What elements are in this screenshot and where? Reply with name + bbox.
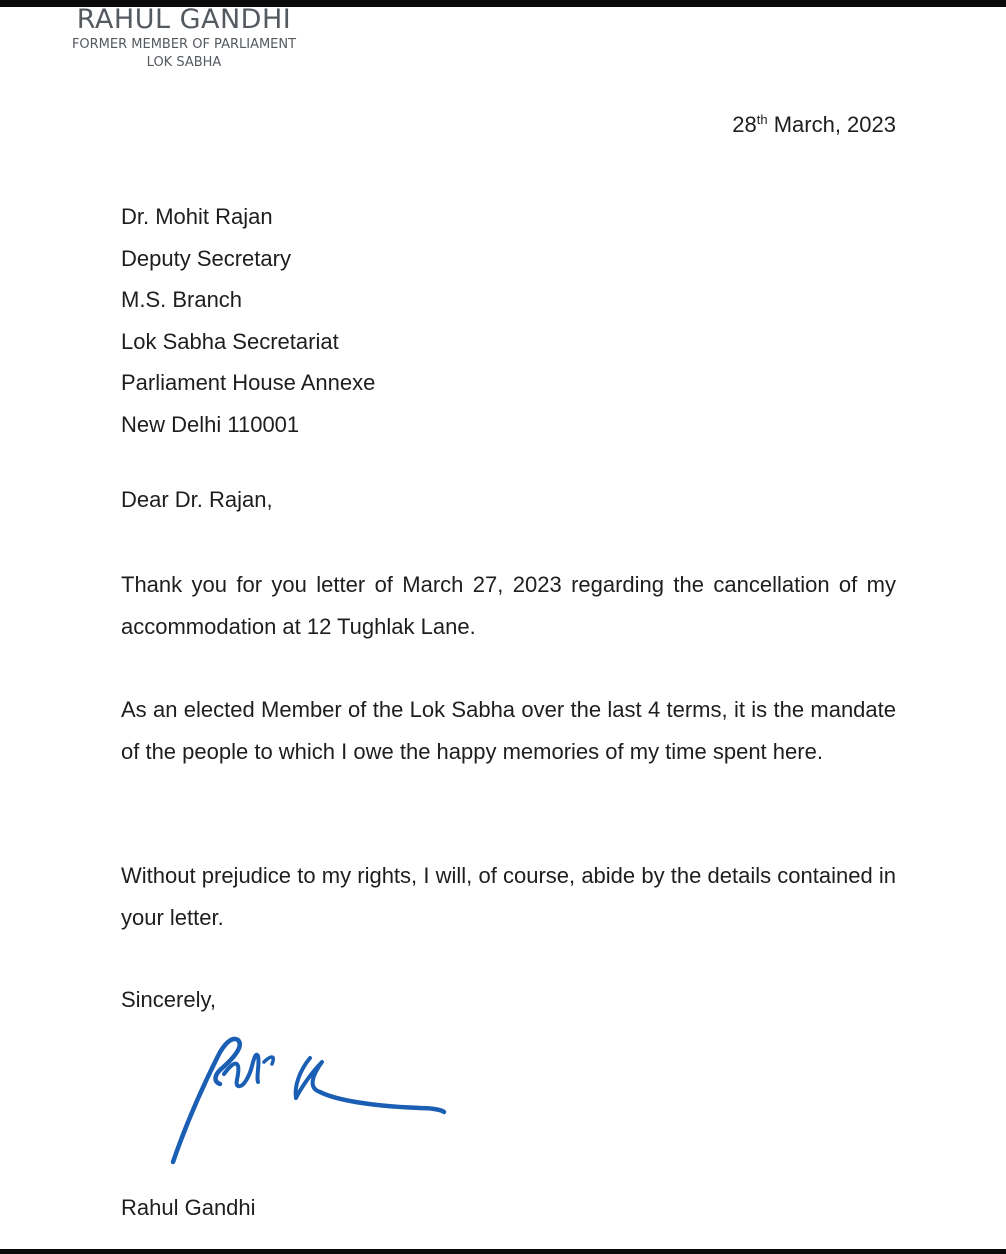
letter-date (732, 112, 896, 138)
letterhead-role: FORMER MEMBER OF PARLIAMENT (71, 37, 297, 52)
address-line: Lok Sabha Secretariat (121, 328, 339, 354)
address-line: M.S. Branch (121, 287, 243, 313)
address-line: Deputy Secretary (121, 245, 291, 271)
address-line: New Delhi 110001 (121, 411, 300, 437)
body-paragraph: As an elected Member of the Lok Sabha over the last 4 terms, it is the mandate of the people to which I owe the happy memories of my time spent here. (121, 697, 896, 764)
handwritten-signature (160, 1030, 460, 1170)
letterhead-house: LOK SABHA (146, 55, 222, 70)
address-line: Parliament House Annexe (121, 370, 376, 396)
date-rest: March, 2023 (767, 112, 896, 137)
salutation: Dear Dr. Rajan, (121, 487, 273, 512)
date-day: 28 (732, 112, 757, 137)
closing: Sincerely, (121, 987, 216, 1012)
signer-name: Rahul Gandhi (121, 1195, 256, 1220)
address-line: Dr. Mohit Rajan (121, 204, 273, 229)
body-paragraph: Thank you for you letter of March 27, 2023 regarding the cancellation of my accommodation at 12 Tughlak Lane. (121, 572, 896, 639)
body-paragraph: Without prejudice to my rights, I will, of course, abide by the details contained in your letter. (121, 863, 896, 930)
recipient-address (121, 196, 375, 446)
letterhead-name: RAHUL GANDHI (76, 4, 292, 35)
date-suffix: th (756, 112, 768, 127)
bottom-border (0, 1249, 1006, 1254)
letterhead (62, 4, 306, 72)
